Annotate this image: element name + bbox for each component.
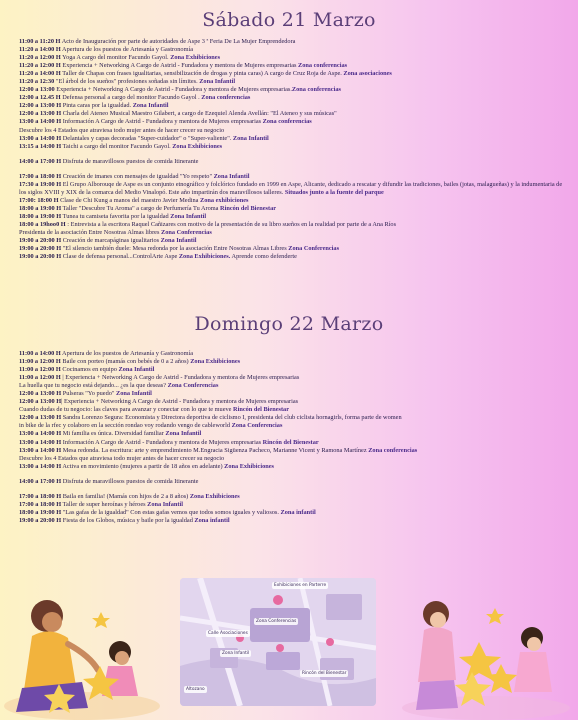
row-description: Defensa personal a cargo del monitor Facundo Gayol . bbox=[60, 94, 202, 102]
row-description: Descubre los 4 Estados que atraviesa todo mujer antes de hacer crecer su negocio bbox=[19, 454, 225, 462]
schedule-row bbox=[19, 447, 565, 455]
row-time: 11:00 a 12:00 H bbox=[19, 374, 61, 382]
schedule-row bbox=[19, 422, 565, 430]
map-label-bienestar: Rincón del Bienestar bbox=[302, 671, 347, 676]
row-zone: Zona Exhibiciones bbox=[170, 54, 221, 62]
row-zone: Zona Conferencias bbox=[161, 229, 212, 237]
row-description: in bike de la rfec y colaboro en la sección rondao voy rodando vengo de cableworld bbox=[19, 422, 232, 430]
row-description: Pulseras "Yo puedo" bbox=[61, 390, 117, 398]
row-description: Clase de defensa personal...ControlArte Aspe bbox=[61, 253, 179, 261]
row-description: Charla del Ateneo Musical Maestro Gilabert, a cargo de Ezequiel Alenda Avellán: "El Ateneo y sus músicas" bbox=[61, 110, 337, 118]
row-description: Creación de imanes con mensajes de igualdad "Yo respeto" bbox=[61, 172, 214, 180]
schedule-row bbox=[19, 205, 565, 213]
row-description: Pinta caras por la igualdad. bbox=[61, 102, 133, 110]
schedule-row bbox=[19, 517, 565, 525]
sunday-schedule bbox=[19, 350, 565, 525]
row-description: Apertura de los puestos de Artesanía y Gastronomía bbox=[60, 46, 194, 54]
row-description: "Las gafas de la igualdad" Con estas gafas vemos que todos somos iguales y valiosos. bbox=[61, 508, 281, 516]
row-note: Aprende como defenderte bbox=[230, 253, 297, 261]
row-zone: Zona conferencias bbox=[368, 446, 418, 454]
row-zone: Zona Exhibiciones. bbox=[178, 253, 231, 261]
row-time: 19:00 a 20:00 H bbox=[19, 516, 62, 524]
schedule-row bbox=[19, 221, 565, 229]
schedule-row bbox=[19, 94, 565, 102]
row-time: 17:00: 18:00 H bbox=[19, 196, 59, 204]
schedule-row bbox=[19, 110, 565, 118]
schedule-row bbox=[19, 358, 565, 366]
schedule-row bbox=[19, 102, 565, 110]
schedule-row bbox=[19, 62, 565, 70]
schedule-row bbox=[19, 197, 565, 205]
schedule-row bbox=[19, 478, 565, 486]
row-zone: Zona Conferencias bbox=[288, 245, 340, 253]
row-zone: Zona exhibiciones bbox=[200, 196, 249, 204]
row-zone: Zona conferencias bbox=[291, 86, 341, 94]
schedule-row bbox=[19, 158, 565, 166]
row-zone: Zona conferencias bbox=[262, 118, 312, 126]
row-description: Taller "Descubre Tu Aroma" a cargo de Perfumería Tu Aroma bbox=[61, 204, 221, 212]
schedule-row bbox=[19, 229, 565, 237]
row-description: Descubre los 4 Estados que atraviesa todo mujer antes de hacer crecer su negocio bbox=[19, 126, 225, 134]
row-zone: Zona Infantil bbox=[118, 366, 155, 374]
row-time: 17:00 a 18:00 H bbox=[19, 172, 62, 180]
schedule-row bbox=[19, 366, 565, 374]
row-time: 12:00 a 13:00 bbox=[19, 86, 55, 94]
row-zone: Zona Infantil bbox=[160, 237, 197, 245]
schedule-row bbox=[19, 390, 565, 398]
row-description: Acto de Inauguración por parte de autoridades de Aspe 3 ª Feria De La Mujer Emprendedora bbox=[60, 38, 296, 45]
sunday-title: Domingo 22 Marzo bbox=[194, 313, 384, 335]
schedule-row bbox=[19, 173, 565, 181]
schedule-row bbox=[19, 181, 565, 197]
row-time: 19:00 a 20:00 H bbox=[19, 245, 62, 253]
row-time: 11:00 a 14:00 H bbox=[19, 350, 61, 357]
row-description: Fiesta de los Globos, música y baile por la igualdad bbox=[61, 516, 195, 524]
row-time: 13:15 a 14:00 H bbox=[19, 142, 62, 150]
row-description: El Grupo Alborouqe de Aspe es un conjunto etnográfico y folclórico fundado en 1999 en Aspe, Alicante, dedicado a rescatar y difundir las tradiciones, bailes (jotas, malagueñas) y la indumentaria de los siglos XVIII y XIX de la comarca del Medio Vinalopó. Este año impartirán dos maravillosos talleres. bbox=[19, 180, 563, 196]
schedule-row bbox=[19, 253, 565, 261]
row-time: 12:00 a 13:00 H bbox=[19, 110, 62, 118]
map-label-conferencias: Zona Conferencias bbox=[256, 619, 297, 624]
row-description: Baila en familia! (Mamás con hijos de 2 a 8 años) bbox=[61, 492, 190, 500]
row-zone: Zona Infantil bbox=[199, 78, 236, 86]
row-time: 14:00 a 17:00 H bbox=[19, 477, 62, 485]
row-description: : Entrevista a la escritora Raquel Cañizares con motivo de la presentación de su libro sueños en la realidad por parte de a Ana Ríos bbox=[65, 220, 397, 228]
schedule-row bbox=[19, 430, 565, 438]
row-zone: Zona Infantil bbox=[132, 102, 169, 110]
row-time: 17:30 a 19:00 H bbox=[19, 180, 62, 188]
row-description: Taller de Chapas con frases igualitarias, sensibilización de drogas y pinta caras) A cargo de Cruz Roja de Aspe. bbox=[60, 70, 344, 78]
row-description: Apertura de los puestos de Artesanía y Gastronomía bbox=[60, 350, 194, 357]
schedule-row bbox=[19, 414, 565, 422]
schedule-row bbox=[19, 54, 565, 62]
row-description: Taller de super heroínas y héroes bbox=[61, 500, 148, 508]
row-description: Disfruta de maravillosos puestos de comida Itinerante bbox=[61, 157, 199, 165]
row-time: 11:20 a 14:00 H bbox=[19, 46, 61, 54]
map-label-asociaciones: Calle Asociaciones bbox=[208, 631, 248, 636]
row-time: 17:00 a 18:00 H bbox=[19, 500, 62, 508]
row-description: Tunea tu camiseta favorita por la igualdad bbox=[61, 212, 171, 220]
schedule-row bbox=[19, 374, 565, 382]
row-time: 13:00 a 14:00 H bbox=[19, 118, 62, 126]
row-time: 18:00 a 19:00 H bbox=[19, 212, 62, 220]
row-time: 14:00 a 17:00 H bbox=[19, 157, 62, 165]
schedule-row bbox=[19, 501, 565, 509]
schedule-row bbox=[19, 382, 565, 390]
row-time: 11:20 a 12:30 bbox=[19, 78, 55, 86]
schedule-row bbox=[19, 455, 565, 463]
row-description: Baile con porteo (mamás con bebés de 0 a 2 años) bbox=[60, 358, 191, 366]
row-time: 13:00 a 14:00 H bbox=[19, 430, 62, 438]
row-zone: Zona conferencias bbox=[298, 62, 348, 70]
row-time: 19:00 a 20:00 H bbox=[19, 253, 62, 261]
row-description: Yoga A cargo del monitor Facundo Gayol. bbox=[60, 54, 171, 62]
row-time: 13:00 a 14:00 H bbox=[19, 446, 62, 454]
row-description: Experiencia + Networking A Cargo de Astrid - Fundadora y mentora de Mujeres empresarias bbox=[60, 62, 299, 70]
schedule-row bbox=[19, 127, 565, 135]
row-time: 12:00 a 12.45 H bbox=[19, 94, 61, 102]
map-label-infantil: Zona Infantil bbox=[222, 651, 250, 656]
row-description: Cocinamos en equipo bbox=[60, 366, 119, 374]
schedule-row bbox=[19, 237, 565, 245]
row-time: 19:00 a 20:00 H bbox=[19, 237, 62, 245]
row-zone: Zona Infantil bbox=[165, 430, 202, 438]
schedule-row bbox=[19, 493, 565, 501]
row-time: 17:00 a 18:00 H bbox=[19, 492, 62, 500]
row-description: | Experiencia + Networking A Cargo de Astrid - Fundadora y mentora de Mujeres empresarias bbox=[60, 374, 300, 382]
map-label-altozano: Altozano bbox=[186, 687, 205, 692]
row-time: 11:20 a 14:00 H bbox=[19, 70, 61, 78]
schedule-row bbox=[19, 245, 565, 253]
row-zone: Zona Infantil bbox=[147, 500, 184, 508]
row-description: Delantales y capas decoradas "Super-cuidador" o "Super-valiente". bbox=[61, 134, 233, 142]
row-time: 12:00 a 13:00 H bbox=[19, 398, 62, 406]
row-zone: Zona Infantil bbox=[116, 390, 152, 398]
row-time: 13:00 a 14:00 H bbox=[19, 438, 62, 446]
row-time: 11:00 a 11:20 H bbox=[19, 38, 61, 45]
row-time: 12:00 a 13:00 H bbox=[19, 390, 62, 398]
map-drawing bbox=[180, 578, 376, 706]
schedule-row bbox=[19, 213, 565, 221]
schedule-row bbox=[19, 38, 565, 46]
schedule-row bbox=[19, 463, 565, 471]
row-zone: Rincón del Bienestar bbox=[220, 204, 277, 212]
row-zone: Zona Conferencias bbox=[231, 422, 283, 430]
row-description: Creación de marcapáginas igualitarios bbox=[61, 237, 161, 245]
mother-child-illustration bbox=[2, 596, 172, 720]
row-zone: Zona Exhibiciones bbox=[190, 358, 241, 366]
schedule-row bbox=[19, 46, 565, 54]
row-description: Disfruta de maravillosos puestos de comida Itinerante bbox=[61, 477, 199, 485]
mother-daughter-illustration bbox=[396, 596, 576, 720]
row-zone: Zona infantil bbox=[280, 508, 316, 516]
schedule-row bbox=[19, 70, 565, 78]
row-zone: Zona Infantil bbox=[213, 172, 250, 180]
row-zone: Zona Conferencias bbox=[167, 382, 219, 390]
row-time: 11:00 a 12:00 H bbox=[19, 358, 61, 366]
row-zone: Zona Exhibiciones bbox=[172, 142, 223, 150]
row-time: 13:00 a 14:00 H bbox=[19, 462, 62, 470]
row-description: Clase de Chi Kung a manos del maestro Javier Medina bbox=[58, 196, 201, 204]
map-label-exhibiciones: Exhibiciones en Parterre bbox=[274, 583, 327, 588]
row-description: Presidenta de la asociación Entre Nosotras Almas libres bbox=[19, 229, 161, 237]
row-zone: Zona Infantil bbox=[170, 212, 207, 220]
row-description: Experiencia + Networking A Cargo de Astrid - Fundadora y mentora de Mujeres empresarias. bbox=[54, 86, 292, 94]
row-description: Información A Cargo de Astrid - Fundadora y mentora de Mujeres empresarias bbox=[61, 118, 263, 126]
schedule-row bbox=[19, 86, 565, 94]
row-time: 12:00 a 13:00 H bbox=[19, 414, 62, 422]
row-zone: Zona infantil bbox=[194, 516, 230, 524]
row-description: Información A Cargo de Astrid - Fundadora y mentora de Mujeres empresarias bbox=[61, 438, 263, 446]
saturday-title: Sábado 21 Marzo bbox=[202, 9, 376, 31]
row-zone: Zona Infantil bbox=[232, 134, 269, 142]
row-time: 18:00 a 19hoo0 H bbox=[19, 220, 66, 228]
row-description: La huella que tu negocio está dejando... ¿es la que deseas? bbox=[19, 382, 168, 390]
row-time: 11:00 a 12:00 H bbox=[19, 366, 61, 374]
schedule-row bbox=[19, 143, 565, 151]
schedule-row bbox=[19, 406, 565, 414]
schedule-row bbox=[19, 350, 565, 358]
row-description: Sandra Lorenzo Segura: Economista y Directora deportiva de ciclismo I, presidenta del club ciclista hornagirls, forma parte de women bbox=[61, 414, 402, 422]
row-time: 11:20 a 12:00 H bbox=[19, 54, 61, 62]
row-description: Mi familia es única. Diversidad familiar bbox=[61, 430, 166, 438]
schedule-row bbox=[19, 78, 565, 86]
row-zone: Zona Exhibiciones bbox=[189, 492, 240, 500]
schedule-row bbox=[19, 398, 565, 406]
schedule-row bbox=[19, 118, 565, 126]
row-description: Mesa redonda. La escritura: arte y emprendimiento M.Engracia Sigüenza Pacheco, Marianne Vicent y Ramona Martínez bbox=[61, 446, 369, 454]
row-description: "El silencio también duele: Mesa redonda por la asociación Entre Nosotras Almas Libres bbox=[61, 245, 289, 253]
row-zone: Zona conferencias bbox=[201, 94, 251, 102]
row-zone: Zona Exhibiciones bbox=[224, 462, 274, 470]
row-description: Activa en movimiento (mujeres a partir de 18 años en adelante) bbox=[61, 462, 225, 470]
row-description: Cuando dudas de tu negocio: las claves para avanzar y conectar con lo que te mueve bbox=[19, 406, 234, 414]
row-description: | Experiencia + Networking A Cargo de Astrid - Fundadora y mentora de Mujeres empresarias bbox=[61, 398, 299, 406]
row-zone: Zona asociaciones bbox=[343, 70, 392, 78]
schedule-row bbox=[19, 135, 565, 143]
row-zone: Rincón del Bienestar bbox=[262, 438, 319, 446]
row-time: 13:00 a 14:00 H bbox=[19, 134, 62, 142]
row-description: "El árbol de los sueños" profesiones soñadas sin límites. bbox=[54, 78, 200, 86]
schedule-row bbox=[19, 439, 565, 447]
event-map bbox=[180, 578, 376, 706]
row-time: 18:00 a 19:00 H bbox=[19, 508, 62, 516]
saturday-schedule bbox=[19, 38, 565, 261]
row-zone: Situados junto a la fuente del parque bbox=[284, 188, 384, 196]
row-time: 12:00 a 13:00 H bbox=[19, 102, 62, 110]
row-zone: Rincón del Bienestar bbox=[233, 406, 289, 414]
row-time: 18:00 a 19:00 H bbox=[19, 204, 62, 212]
row-description: Taichi a cargo del monitor Facundo Gayol. bbox=[61, 142, 173, 150]
schedule-row bbox=[19, 509, 565, 517]
row-time: 11:20 a 12:00 H bbox=[19, 62, 61, 70]
